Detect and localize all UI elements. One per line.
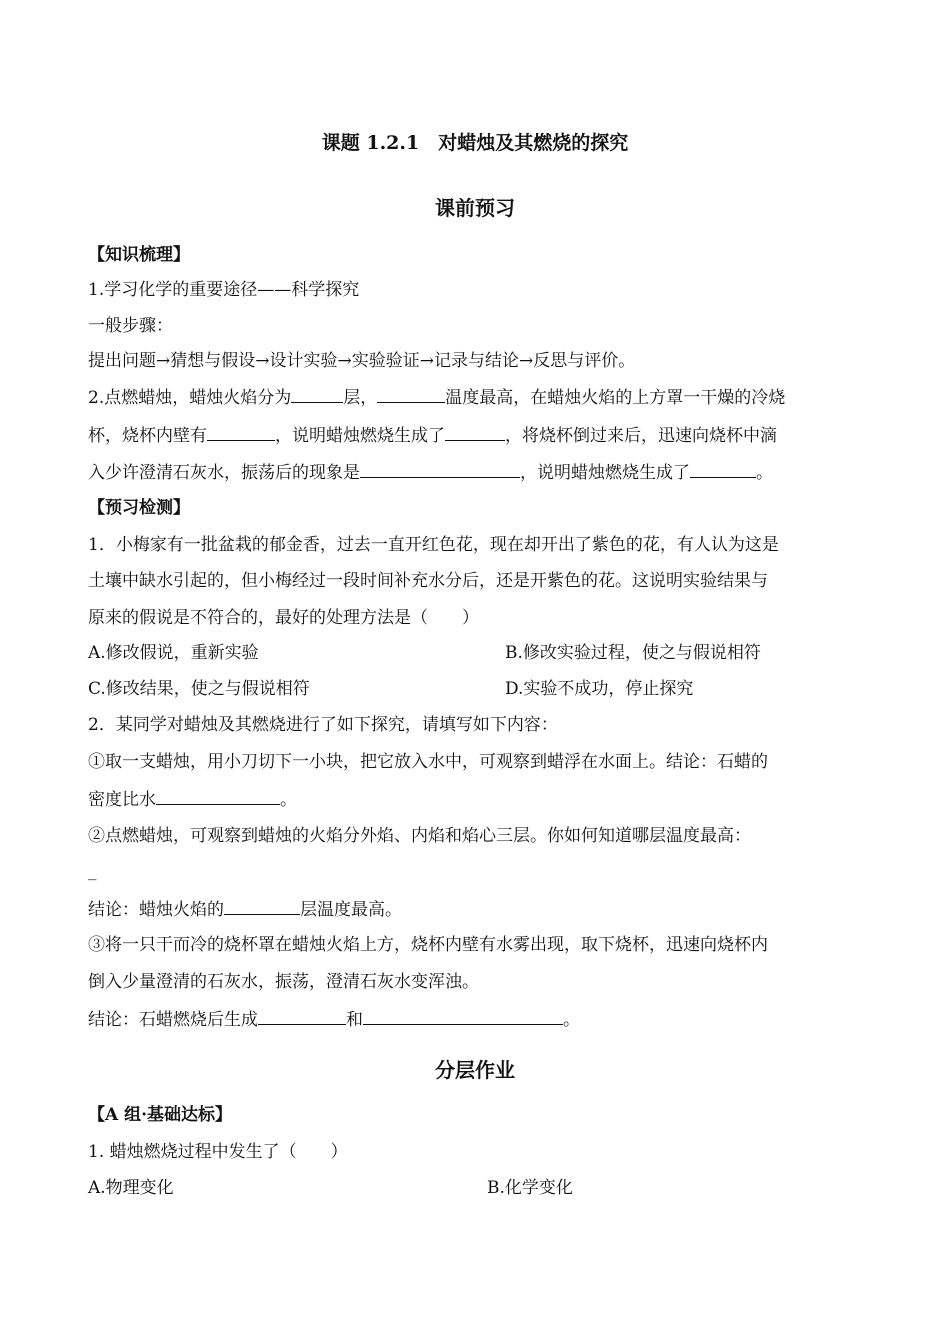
fill-blank[interactable] [363, 1008, 563, 1025]
check-q2-step2-line-1: ②点燃蜡烛，可观察到蜡烛的火焰分外焰、内焰和焰心三层。你如何知道哪层温度最高： [88, 826, 751, 846]
check-q1-option-d[interactable]: D.实验不成功，停止探究 [505, 679, 694, 699]
text-segment: 2.点燃蜡烛，蜡烛火焰分为 [88, 388, 292, 408]
fill-blank[interactable] [360, 461, 520, 478]
text-segment: ，说明蜡烛燃烧生成了 [520, 463, 690, 483]
text-segment: 结论：蜡烛火焰的 [88, 900, 224, 920]
group-a-q1: 1. 蜡烛燃烧过程中发生了（ ） [88, 1142, 348, 1162]
section-heading-homework: 分层作业 [435, 1058, 515, 1082]
fill-blank[interactable] [377, 386, 445, 403]
fill-blank[interactable] [207, 424, 275, 441]
check-q1-line-1: 1．小梅家有一批盆栽的郁金香，过去一直开红色花，现在却开出了紫色的花，有人认为这是 [88, 535, 779, 555]
fill-blank[interactable] [224, 898, 300, 915]
group-a-q1-option-b[interactable]: B.化学变化 [487, 1178, 573, 1198]
fill-blank[interactable] [258, 1008, 346, 1025]
text-segment: 和 [346, 1010, 363, 1030]
check-q2-step3-conclusion [88, 1008, 863, 1031]
check-q1-option-b[interactable]: B.修改实验过程，使之与假说相符 [505, 643, 761, 663]
text-segment: 层温度最高。 [300, 900, 402, 920]
text-segment: 结论：石蜡燃烧后生成 [88, 1010, 258, 1030]
section-heading-preview: 课前预习 [435, 196, 515, 220]
fill-blank[interactable] [156, 788, 280, 805]
check-q1-line-3: 原来的假说是不符合的，最好的处理方法是（ ） [88, 608, 479, 628]
text-segment: 杯，烧杯内壁有 [88, 426, 207, 446]
fill-blank[interactable] [690, 461, 756, 478]
knowledge-line-6 [88, 461, 863, 484]
group-a-q1-option-a[interactable]: A.物理变化 [88, 1178, 174, 1198]
check-q1-option-a[interactable]: A.修改假说，重新实验 [88, 643, 259, 663]
fill-blank[interactable] [445, 424, 505, 441]
check-q2-step2-conclusion [88, 898, 863, 921]
check-q2-step3-line-1: ③将一只干而冷的烧杯罩在蜡烛火焰上方，烧杯内壁有水雾出现，取下烧杯，迅速向烧杯内 [88, 935, 768, 955]
knowledge-line-1: 1.学习化学的重要途径——科学探究 [88, 280, 360, 300]
check-q1-option-c[interactable]: C.修改结果，使之与假说相符 [88, 679, 310, 699]
knowledge-line-5 [88, 424, 863, 447]
text-segment: 。 [563, 1010, 580, 1030]
text-segment: 。 [756, 463, 773, 483]
text-segment: 入少许澄清石灰水，振荡后的现象是 [88, 463, 360, 483]
knowledge-line-2: 一般步骤： [88, 316, 173, 336]
check-heading: 【预习检测】 [88, 498, 190, 518]
text-segment: ，将烧杯倒过来后，迅速向烧杯中滴 [505, 426, 777, 446]
knowledge-heading: 【知识梳理】 [88, 245, 190, 265]
check-q2-step1-line-2 [88, 788, 863, 811]
text-segment: 密度比水 [88, 790, 156, 810]
check-q2-step1-line-1: ①取一支蜡烛，用小刀切下一小块，把它放入水中，可观察到蜡浮在水面上。结论：石蜡的 [88, 752, 768, 772]
text-segment: 。 [280, 790, 297, 810]
text-segment: ，说明蜡烛燃烧生成了 [275, 426, 445, 446]
text-segment: 层， [343, 388, 378, 408]
check-q2-line: 2．某同学对蜡烛及其燃烧进行了如下探究，请填写如下内容： [88, 715, 558, 735]
text-segment: 温度最高，在蜡烛火焰的上方罩一干燥的冷烧 [445, 388, 786, 408]
check-q2-step2-line-2[interactable]: _ [88, 861, 97, 881]
lesson-title: 课题 1.2.1 对蜡烛及其燃烧的探究 [321, 132, 629, 154]
check-q2-step3-line-2: 倒入少量澄清的石灰水，振荡，澄清石灰水变浑浊。 [88, 972, 479, 992]
check-q1-line-2: 土壤中缺水引起的，但小梅经过一段时间补充水分后，还是开紫色的花。这说明实验结果与 [88, 571, 768, 591]
knowledge-line-4 [88, 386, 863, 409]
fill-blank[interactable] [291, 386, 343, 403]
group-a-heading: 【A 组·基础达标】 [88, 1105, 233, 1125]
knowledge-line-3: 提出问题→猜想与假设→设计实验→实验验证→记录与结论→反思与评价。 [88, 351, 636, 371]
